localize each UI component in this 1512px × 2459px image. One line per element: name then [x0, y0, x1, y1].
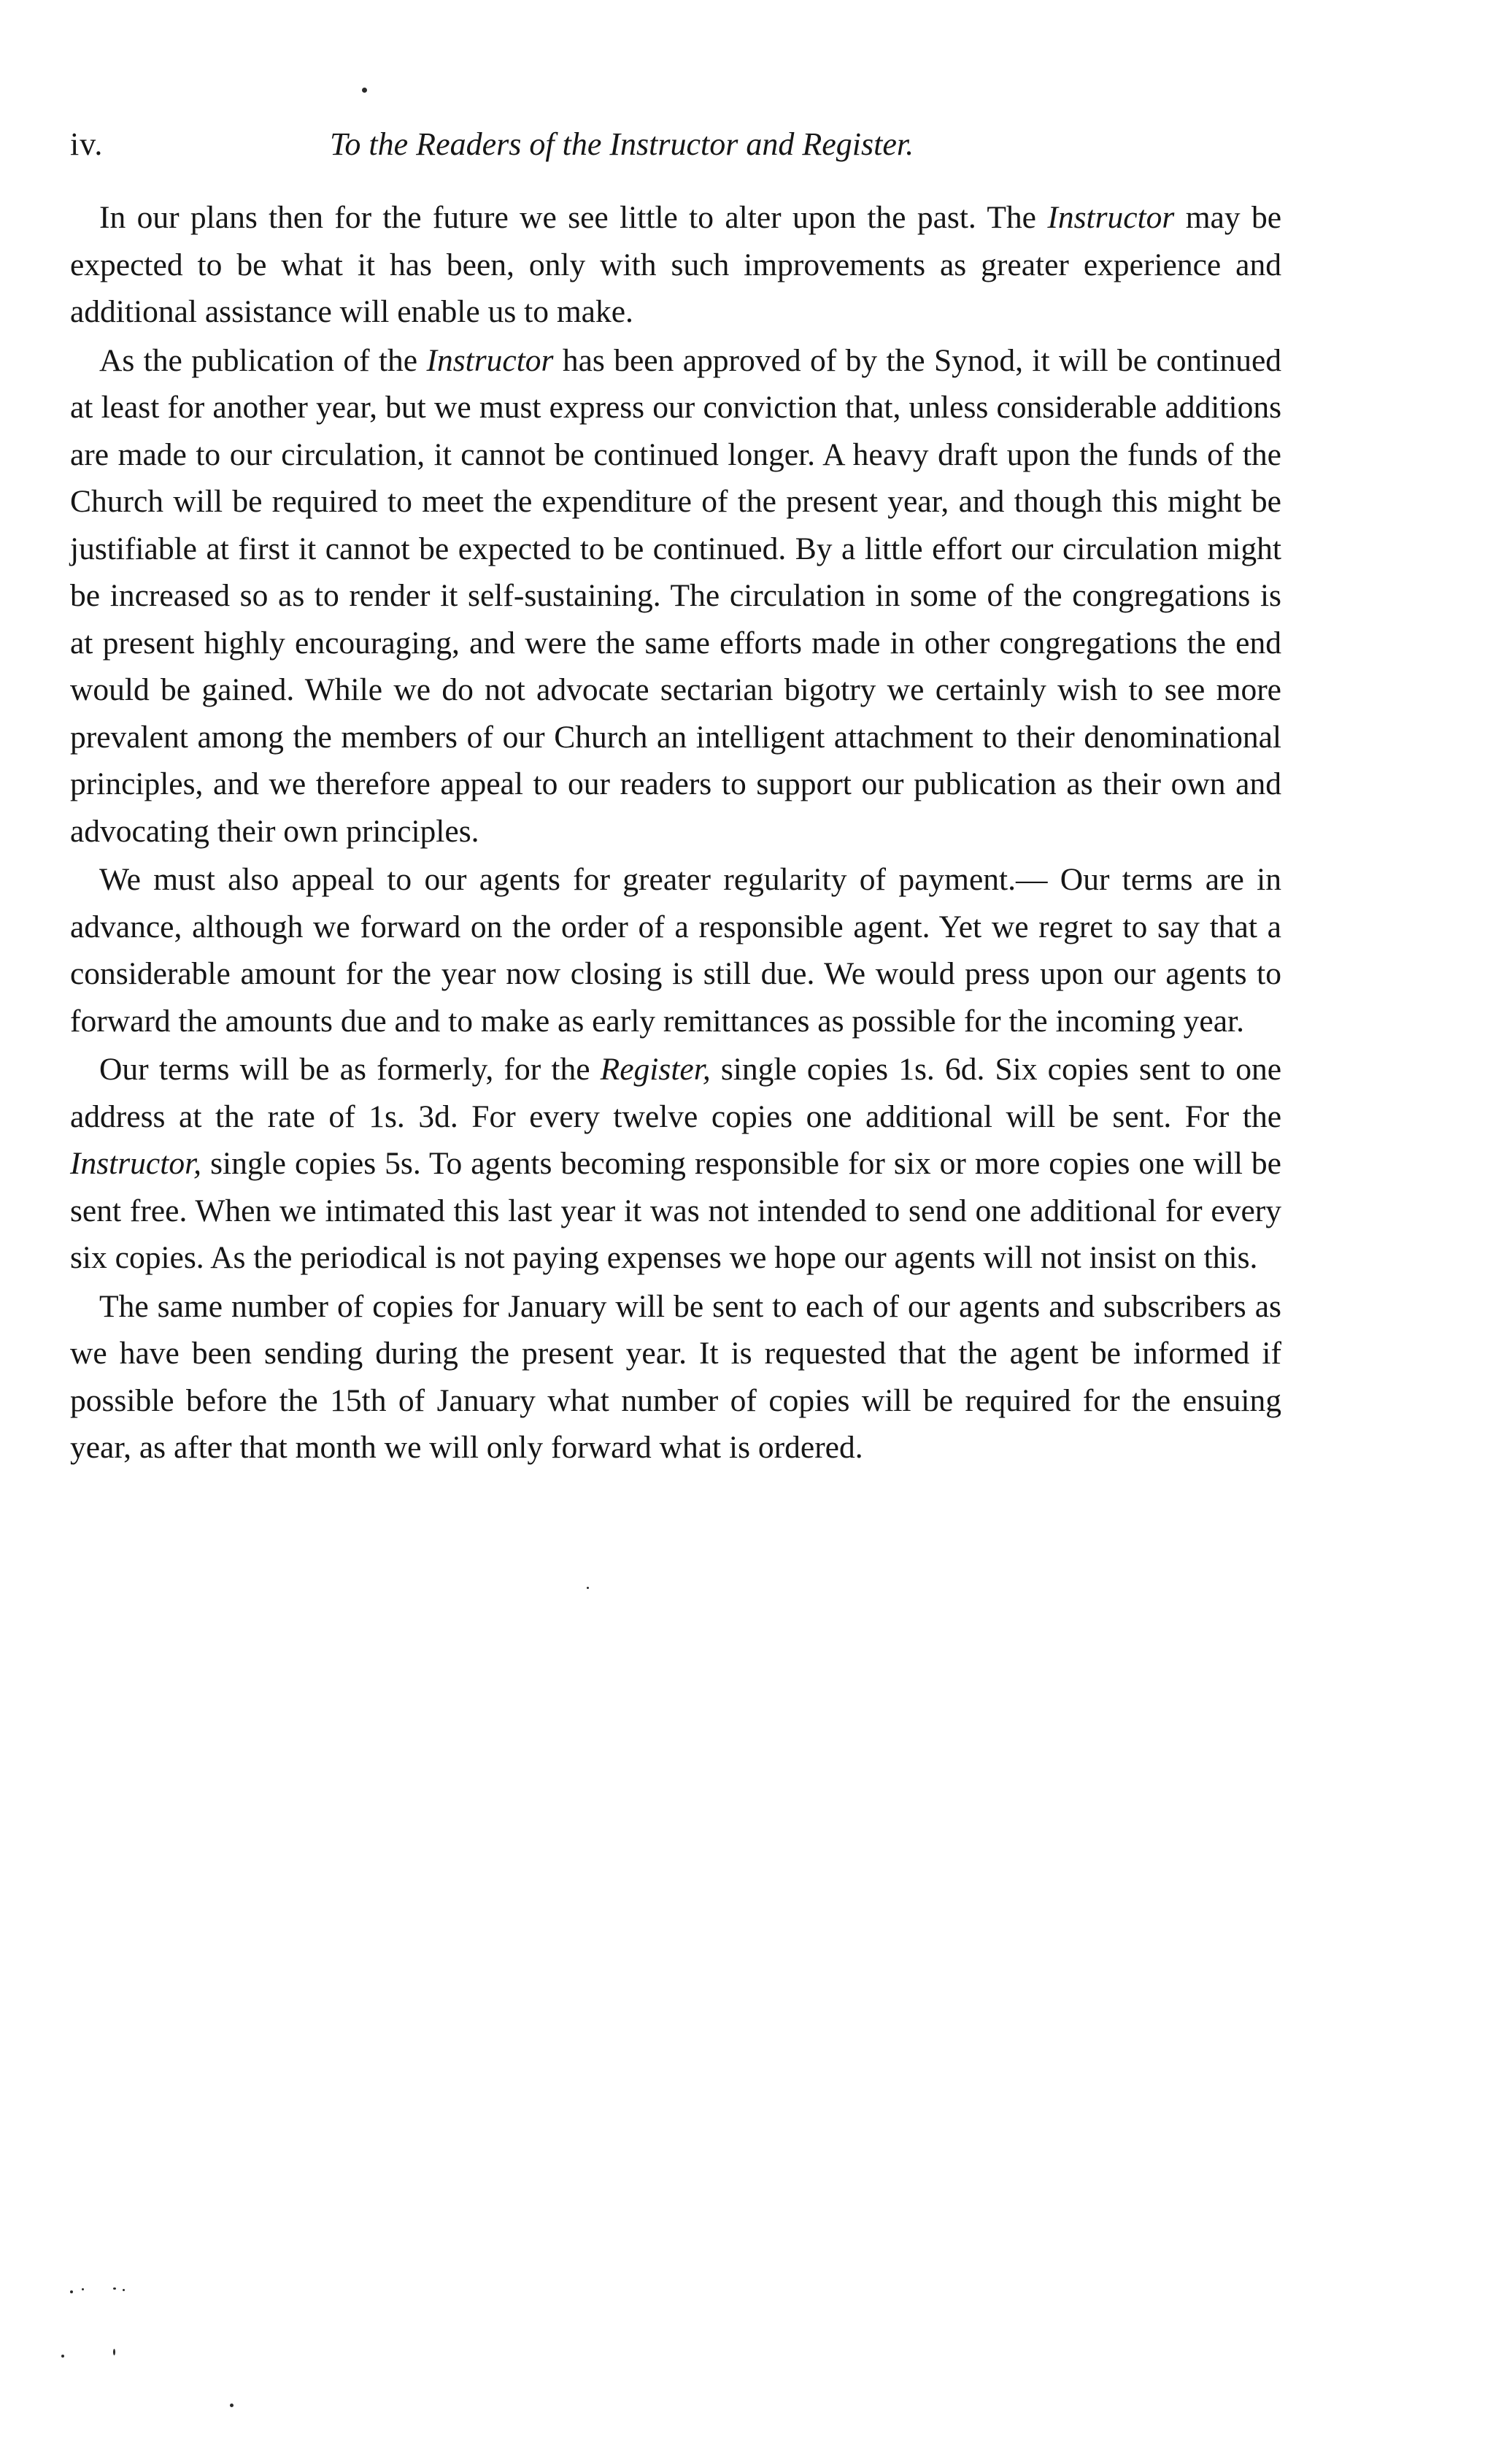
scan-speck [113, 2287, 116, 2290]
text-run: We must also appeal to our agents for greater regularity of payment.— Our terms are in advance, although we forward on the order of a responsible agent. Yet we regret to say that a considerable amount for the year now closing is still due. We would press upon our agents to forward the amounts due and to make as early remittances as possible for the incoming year. [70, 862, 1281, 1039]
scan-speck [82, 2288, 84, 2290]
text-run: single copies 1s. 6d. Six copies sent to one address at the rate of 1s. 3d. For every twelve copies one additional will be sent. For the [70, 1052, 1282, 1134]
page-header [70, 123, 1281, 166]
paragraph [70, 1283, 1281, 1471]
italic-title: Register, [600, 1052, 711, 1087]
scan-speck [113, 2349, 115, 2355]
scan-speck [61, 2355, 64, 2358]
scan-speck [70, 2290, 73, 2293]
body-text [70, 194, 1281, 1473]
text-run: In our plans then for the future we see little to alter upon the past. The [99, 200, 1048, 235]
text-run: As the publication of the [99, 342, 427, 378]
paragraph [70, 194, 1281, 336]
running-title: To the Readers of the Instructor and Register. [330, 126, 914, 162]
italic-title: Instructor [1047, 200, 1175, 235]
text-run: may be expected to be what it has been, only with such improvements as greater experience and additional assistance will enable us to make. [70, 200, 1281, 329]
text-run: has been approved of by the Synod, it will be continued at least for another year, but we must express our conviction that, unless considerable additions are made to our circulation, it cannot be continued longer. A heavy draft upon the funds of the Church will be required to meet the expenditure of the present year, and though this might be justifiable at first it cannot be expected to be continued. By a little effort our circulation might be increased so as to render it self-sustaining. The circulation in some of the congregations is at present highly encouraging, and were the same efforts made in other congregations the end would be gained. While we do not advocate sectarian bigotry we certainly wish to see more prevalent among the members of our Church an intelligent attachment to their denominational principles, and we therefore appeal to our readers to support our publication as their own and advocating their own principles. [70, 342, 1281, 849]
scan-speck [230, 2404, 234, 2407]
text-run: The same number of copies for January will be sent to each of our agents and subscribers as we have been sending during the present year. It is requested that the agent be informed if possible before the 15th of January what number of copies will be required for the ensuing year, as after that month we will only forward what is ordered. [70, 1288, 1281, 1465]
italic-title: Instructor, [70, 1146, 202, 1181]
page-number: iv. [70, 126, 104, 162]
scan-speck [123, 2289, 125, 2291]
italic-title: Instructor [426, 342, 554, 378]
text-run: Our terms will be as formerly, for the [99, 1052, 601, 1087]
paragraph [70, 1046, 1281, 1282]
scan-speck [587, 1587, 589, 1589]
paragraph [70, 337, 1281, 855]
scan-speck [362, 88, 367, 93]
paragraph [70, 856, 1281, 1044]
text-run: single copies 5s. To agents becoming responsible for six or more copies one will be sent free. When we intimated this last year it was not intended to send one additional for every six copies. As the periodical is not paying expenses we hope our agents will not insist on this. [70, 1146, 1281, 1275]
